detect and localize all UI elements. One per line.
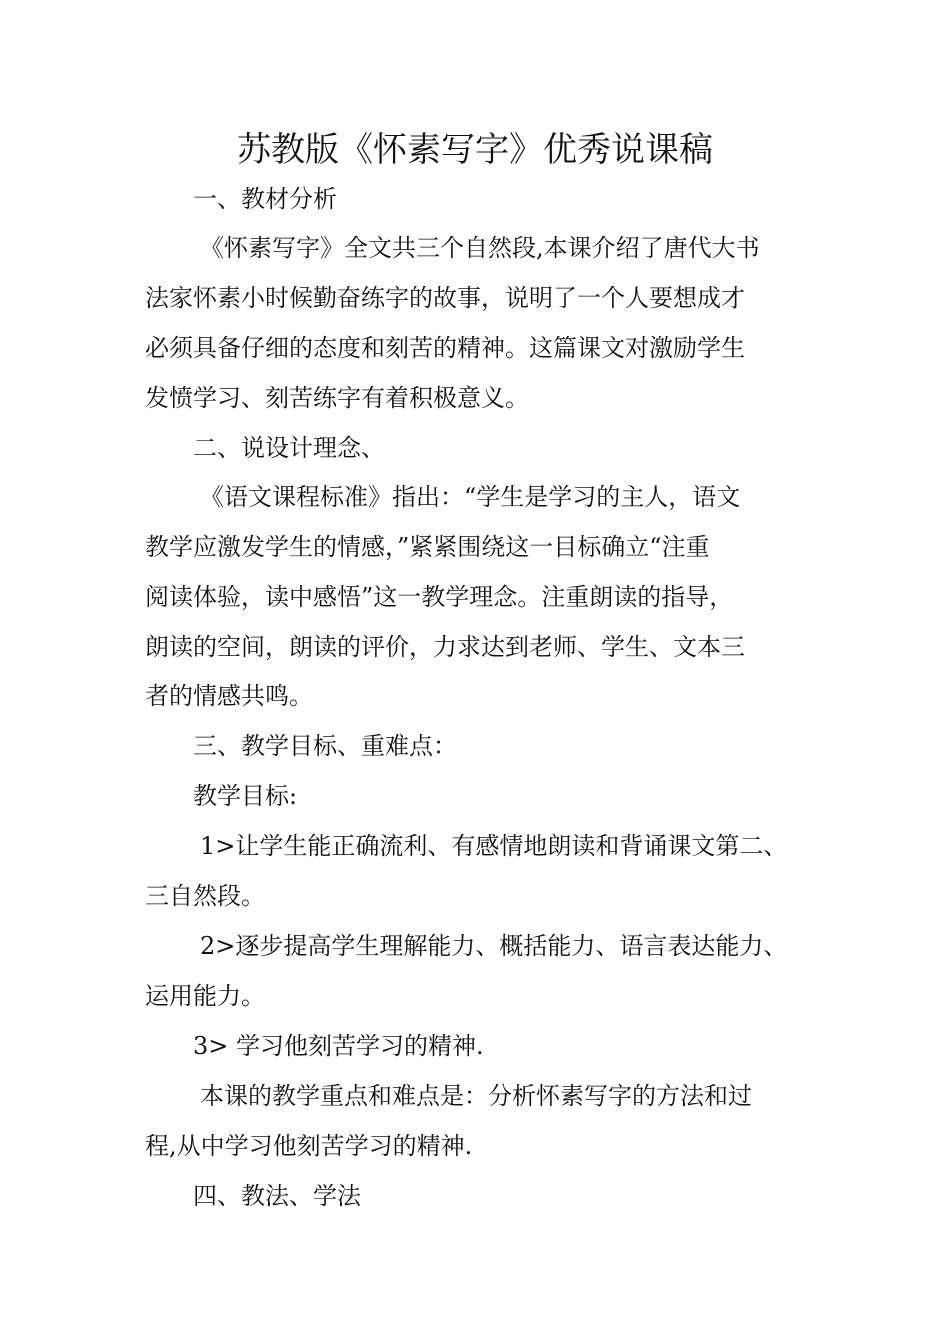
paragraph-line: 《怀素写字》全文共三个自然段,本课介绍了唐代大书 <box>200 234 760 262</box>
paragraph-line: 法家怀素小时候勤奋练字的故事，说明了一个人要想成才 <box>145 284 745 312</box>
paragraph-line: 程,从中学习他刻苦学习的精神. <box>145 1132 473 1160</box>
paragraph-line: 者的情感共鸣。 <box>145 682 313 710</box>
list-item-continuation: 运用能力。 <box>145 982 265 1010</box>
list-item: 2>逐步提高学生理解能力、概括能力、语言表达能力、 <box>200 932 788 960</box>
subheading: 教学目标: <box>193 782 298 810</box>
document-title: 苏教版《怀素写字》优秀说课稿 <box>237 130 713 170</box>
list-item-continuation: 三自然段。 <box>145 882 265 910</box>
section-heading-3: 三、教学目标、重难点： <box>193 732 457 760</box>
section-heading-1: 一、教材分析 <box>193 185 337 213</box>
paragraph-line: 发愤学习、刻苦练字有着积极意义。 <box>145 384 529 412</box>
section-heading-2: 二、说设计理念、 <box>193 434 385 462</box>
paragraph-line: 本课的教学重点和难点是：分析怀素写字的方法和过 <box>200 1082 752 1110</box>
list-item: 1>让学生能正确流利、有感情地朗读和背诵课文第二、 <box>200 832 788 860</box>
paragraph-line: 必须具备仔细的态度和刻苦的精神。这篇课文对激励学生 <box>145 334 745 362</box>
list-item: 3> 学习他刻苦学习的精神. <box>193 1032 484 1060</box>
paragraph-line: 《语文课程标准》指出：“学生是学习的主人，语文 <box>200 483 741 511</box>
paragraph-line: 朗读的空间，朗读的评价，力求达到老师、学生、文本三 <box>145 633 745 661</box>
paragraph-line: 教学应激发学生的情感，”紧紧围绕这一目标确立“注重 <box>145 533 710 561</box>
paragraph-line: 阅读体验，读中感悟”这一教学理念。注重朗读的指导， <box>145 583 734 611</box>
section-heading-4: 四、教法、学法 <box>193 1182 361 1210</box>
